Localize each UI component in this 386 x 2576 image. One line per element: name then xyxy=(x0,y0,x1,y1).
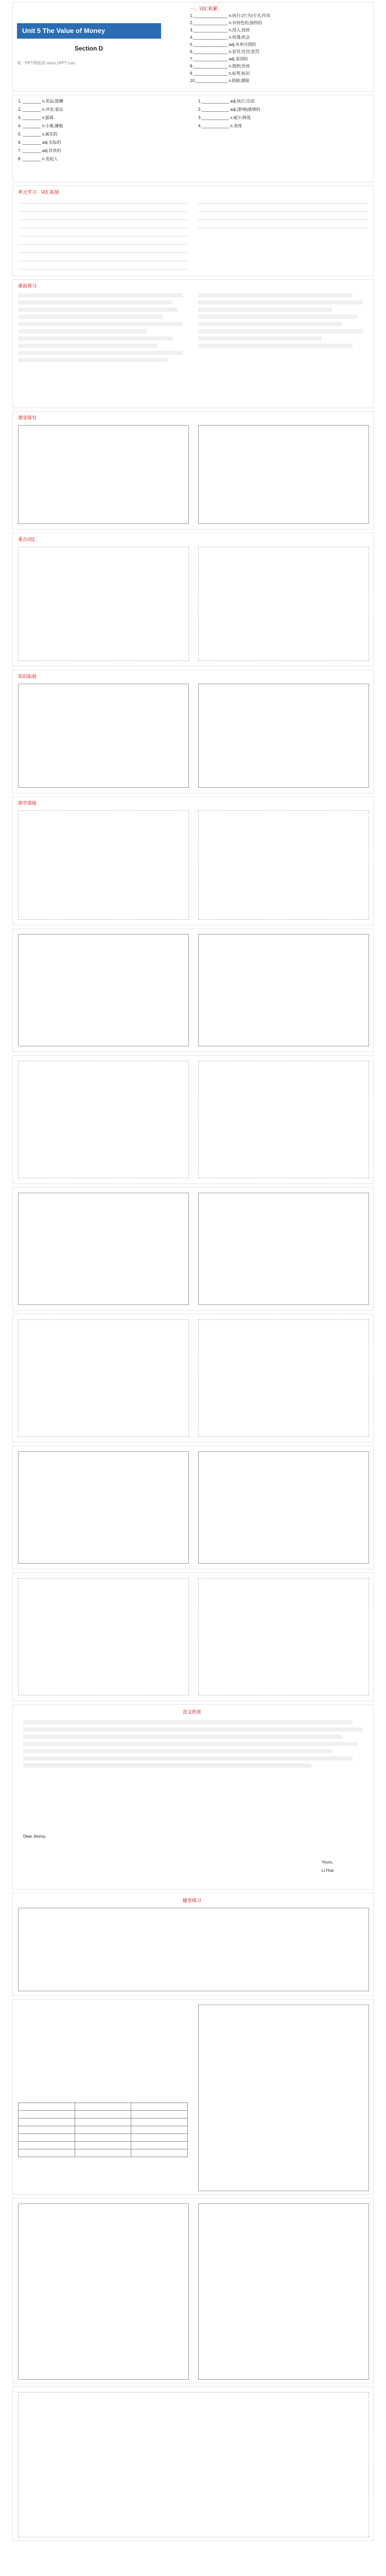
essay-body xyxy=(23,1720,363,1828)
phrase-lines-right xyxy=(198,198,368,273)
example-box xyxy=(18,1578,189,1696)
vocab-item: 3._______________ n.侵入;侵扰 xyxy=(190,28,250,32)
slide-explain-2 xyxy=(12,411,374,530)
note-box xyxy=(18,425,189,524)
example-box xyxy=(198,547,369,661)
slide-explain-1 xyxy=(12,279,374,408)
slide-exercise-4 xyxy=(12,2386,374,2541)
example-box xyxy=(198,810,369,920)
slide-essay xyxy=(12,1704,374,1890)
vocab-item: 10.______________ v.鼓励;激励 xyxy=(190,78,250,83)
slide-explain-10 xyxy=(12,1446,374,1569)
vocab-item: 1.____________ adj.执行;完成 xyxy=(198,99,255,104)
example-box xyxy=(18,1319,189,1437)
vocab-item: 2.____________ adj.(影响)感情的 xyxy=(198,107,260,112)
slide-explain-7 xyxy=(12,1055,374,1184)
section-header: 单元学习 · 词汇拓展 xyxy=(18,190,59,195)
vocab-item: 8. ________ n.发起人 xyxy=(18,157,58,161)
vocab-item: 5._______________ adj.有利可图的 xyxy=(190,42,256,47)
example-box xyxy=(18,1061,189,1178)
section-header: 知识拓展 xyxy=(18,674,37,679)
example-box xyxy=(198,1578,369,1696)
section-header: 课前预习 xyxy=(18,283,37,289)
exercise-box xyxy=(198,2204,369,2380)
slide-explain-11 xyxy=(12,1572,374,1701)
slide-exercise-2 xyxy=(12,1999,374,2195)
vocab-item: 9._______________ n.标签;标识 xyxy=(190,71,250,76)
slide-explain-6 xyxy=(12,928,374,1052)
text-block-right xyxy=(198,293,368,401)
note-box xyxy=(18,934,189,1046)
section-header: 即学即练 xyxy=(18,801,37,806)
essay-signature: Li Hua xyxy=(322,1868,334,1873)
vocab-left-col xyxy=(18,98,183,181)
slide-title xyxy=(12,2,374,92)
unit-title: Unit 5 The Value of Money xyxy=(22,27,106,35)
essay-closing: Yours, xyxy=(322,1860,334,1865)
exercise-box xyxy=(18,2204,189,2380)
vocab-item: 7._______________ adj.美国的 xyxy=(190,57,248,61)
note-box xyxy=(198,1193,369,1305)
example-box xyxy=(18,547,189,661)
vocab-right-col xyxy=(198,98,368,181)
exercise-box xyxy=(18,1908,369,1991)
vocab-item: 6. ________ adj.实际的 xyxy=(18,140,61,145)
exercise-title: 随堂练习 xyxy=(183,1898,202,1903)
exercise-table xyxy=(18,2103,188,2157)
slide-explain-3 xyxy=(12,533,374,667)
vocab-item: 3. ________ v.强调 xyxy=(18,115,54,120)
essay-greeting: Dear Jimmy, xyxy=(23,1834,46,1839)
slide-exercise-1 xyxy=(12,1893,374,1996)
slide-explain-4 xyxy=(12,670,374,793)
essay-title: 范文欣赏 xyxy=(183,1709,202,1715)
slide-exercise-3 xyxy=(12,2198,374,2383)
text-block xyxy=(18,293,188,401)
section-header: 重点词汇 xyxy=(18,537,37,542)
note-box xyxy=(198,1451,369,1564)
vocab-item: 6._______________ n.惩罚;处罚;惩罚 xyxy=(190,49,259,54)
site-label: 第一PPT模板网 www.1PPT.com xyxy=(17,61,76,65)
note-box xyxy=(198,934,369,1046)
vocab-item: 1. ________ n.奖品;报酬 xyxy=(18,99,63,104)
slide-explain-8 xyxy=(12,1187,374,1311)
slide-explain-5 xyxy=(12,796,374,925)
vocab-item: 2. ________ n.评论;看法 xyxy=(18,107,63,112)
note-box xyxy=(18,684,189,788)
vocab-item: 3.____________ v.减少;降低 xyxy=(198,115,251,120)
example-box xyxy=(198,1319,369,1437)
slide-phrases xyxy=(12,185,374,276)
exercise-box xyxy=(18,2392,369,2537)
vocab-item: 4.____________ n.表现 xyxy=(198,124,242,128)
vocab-item: 2._______________ n.有特色的;独特的 xyxy=(190,21,262,25)
example-box xyxy=(198,1061,369,1178)
phrase-lines xyxy=(18,198,188,273)
note-box xyxy=(198,684,369,788)
section-label: Section D xyxy=(75,45,103,52)
note-box xyxy=(18,1451,189,1564)
section-header: 课堂探究 xyxy=(18,415,37,420)
vocab-item: 1._______________ n.执行;(行为)方式;作风 xyxy=(190,13,271,18)
unit-title-box xyxy=(17,23,161,39)
slide-vocab-2 xyxy=(12,95,374,182)
note-box xyxy=(18,1193,189,1305)
vocab-list-box: 一、词汇积累 1._______________ n.执行;(行为)方式;作风 2._______________ n.有特色的;独特的 3._______________ n.侵入;侵扰 4._______________ n.机遇;机会 5._______________ adj.有利可图的 6._______________ n.惩罚;处罚;惩罚 7._______________ adj.美国的 8._______________ n.惯例;传统 9._______________ n.标签;标识 10.______________ v.鼓励;激励 xyxy=(190,6,271,83)
note-box xyxy=(198,425,369,524)
slide-explain-9 xyxy=(12,1314,374,1443)
exercise-box xyxy=(198,2005,369,2191)
vocab-item: 5. ________ v.诚实的 xyxy=(18,132,58,137)
vocab-item: 7. ________ adj.珍贵的 xyxy=(18,148,61,153)
vocab-item: 8._______________ n.惯例;传统 xyxy=(190,64,250,69)
vocab-item: 4._______________ n.机遇;机会 xyxy=(190,35,250,40)
vocab-item: 4. ________ n.小贩;摊贩 xyxy=(18,124,63,128)
example-box xyxy=(18,810,189,920)
